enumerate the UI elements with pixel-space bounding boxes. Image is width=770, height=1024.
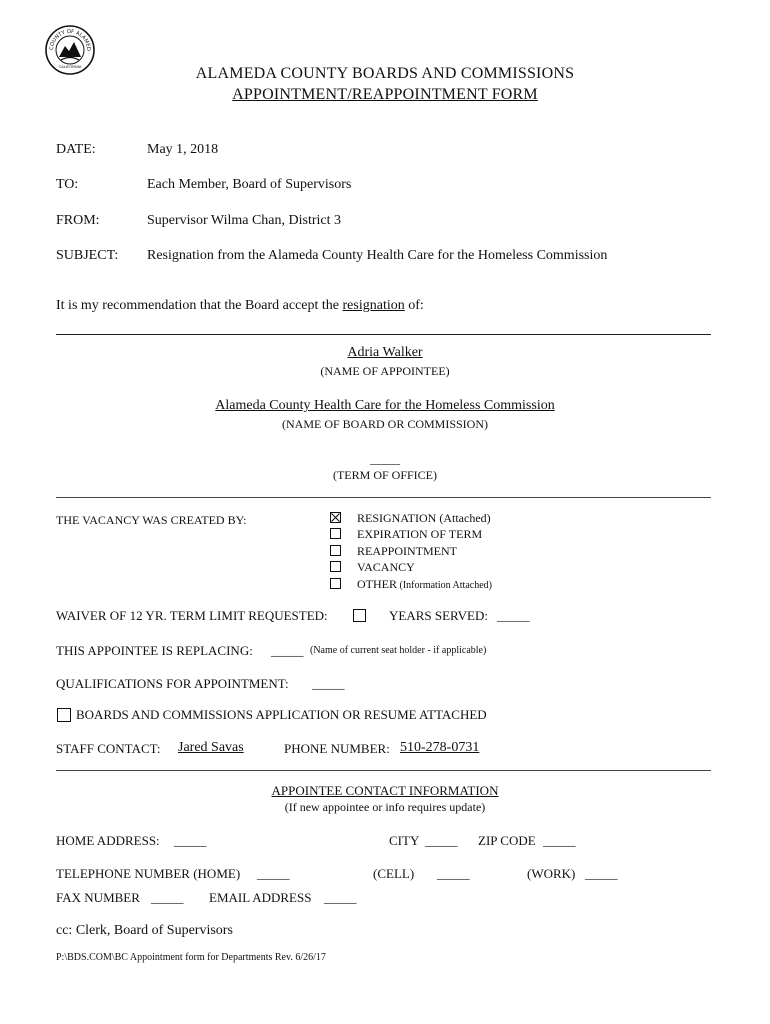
waiver-label: WAIVER OF 12 YR. TERM LIMIT REQUESTED: (56, 608, 328, 623)
fax-number-value: _____ (151, 890, 184, 905)
replacing-label: THIS APPOINTEE IS REPLACING: (56, 643, 253, 658)
option-expiration-of-term: EXPIRATION OF TERM (357, 527, 483, 541)
cell-label: (CELL) (373, 866, 415, 881)
board-name-caption: (NAME OF BOARD OR COMMISSION) (281, 417, 489, 431)
option-vacancy: VACANCY (357, 560, 415, 574)
option-resignation (357, 511, 491, 526)
home-phone-value: _____ (257, 866, 290, 881)
recommendation-action: resignation (342, 298, 405, 313)
cc-line: cc: Clerk, Board of Supervisors (56, 923, 233, 938)
cell-value: _____ (437, 866, 470, 881)
work-label: (WORK) (527, 866, 576, 881)
replacing-value: _____ (271, 643, 304, 658)
home-phone-label: TELEPHONE NUMBER (HOME) (56, 866, 241, 881)
svg-text:COUNTY OF ALAMEDA: COUNTY OF ALAMED (48, 28, 92, 52)
term-value: _____ (370, 452, 400, 466)
term-caption: (TERM OF OFFICE) (332, 468, 437, 482)
to-label: TO: (56, 177, 79, 192)
option-label: OTHER (357, 577, 397, 591)
zip-code-label: ZIP CODE (478, 833, 536, 848)
option-reappointment: REAPPOINTMENT (357, 544, 458, 558)
city-label: CITY (389, 833, 420, 848)
to-value: Each Member, Board of Supervisors (147, 177, 352, 192)
file-path: P:\BDS.COM\BC Appointment form for Departments Rev. 6/26/17 (56, 952, 326, 963)
form-title-line1: ALAMEDA COUNTY BOARDS AND COMMISSIONS (195, 65, 575, 82)
checkbox-expiration-of-term[interactable] (330, 528, 341, 539)
appointee-name: Adria Walker (347, 345, 423, 360)
checkbox-resignation[interactable] (330, 512, 341, 523)
qualifications-value: _____ (312, 676, 345, 691)
recommendation-prefix: It is my recommendation that the Board accept the (56, 298, 343, 313)
vacancy-label: THE VACANCY WAS CREATED BY: (56, 513, 247, 527)
option-note: (Information Attached) (397, 580, 492, 591)
checkbox-vacancy[interactable] (330, 561, 341, 572)
checkbox-application-attached[interactable] (57, 708, 71, 722)
subject-value: Resignation from the Alameda County Health Care for the Homeless Commission (147, 248, 608, 263)
staff-contact-label: STAFF CONTACT: (56, 741, 161, 756)
divider (56, 334, 711, 335)
date-label: DATE: (56, 142, 96, 157)
recommendation-suffix: of: (404, 298, 424, 313)
appointee-name-caption: (NAME OF APPOINTEE) (320, 364, 450, 378)
qualifications-label: QUALIFICATIONS FOR APPOINTMENT: (56, 676, 289, 691)
check-x-icon (331, 513, 340, 522)
checkbox-waiver[interactable] (353, 609, 366, 622)
email-address-label: EMAIL ADDRESS (209, 890, 312, 905)
fax-number-label: FAX NUMBER (56, 890, 140, 905)
svg-text:CALIFORNIA: CALIFORNIA (58, 64, 82, 69)
divider (56, 497, 711, 498)
form-title-line2: APPOINTMENT/REAPPOINTMENT FORM (232, 86, 538, 103)
from-label: FROM: (56, 213, 100, 228)
replacing-note: (Name of current seat holder - if applicable) (310, 645, 487, 656)
from-value: Supervisor Wilma Chan, District 3 (147, 213, 341, 228)
checkbox-other[interactable] (330, 578, 341, 589)
option-label: RESIGNATION (357, 511, 437, 525)
date-value: May 1, 2018 (147, 142, 219, 157)
years-served-value: _____ (497, 608, 530, 623)
option-other (357, 577, 492, 592)
board-name: Alameda County Health Care for the Homeless Commission (215, 398, 555, 413)
divider (56, 770, 711, 771)
work-value: _____ (585, 866, 618, 881)
option-note: (Attached) (436, 511, 491, 525)
recommendation-text (56, 298, 424, 314)
subject-label: SUBJECT: (56, 248, 119, 263)
zip-code-value: _____ (543, 833, 576, 848)
contact-info-heading: APPOINTEE CONTACT INFORMATION (271, 783, 499, 798)
phone-number-value: 510-278-0731 (400, 740, 480, 755)
email-address-value: _____ (324, 890, 357, 905)
home-address-label: HOME ADDRESS: (56, 833, 160, 848)
application-label: BOARDS AND COMMISSIONS APPLICATION OR RESUME ATTACHED (76, 707, 487, 722)
years-served-label: YEARS SERVED: (389, 608, 488, 623)
city-value: _____ (425, 833, 458, 848)
checkbox-reappointment[interactable] (330, 545, 341, 556)
phone-number-label: PHONE NUMBER: (284, 741, 390, 756)
staff-contact-value: Jared Savas (178, 740, 244, 755)
contact-info-subheading: (If new appointee or info requires update) (284, 800, 486, 814)
home-address-value: _____ (174, 833, 207, 848)
